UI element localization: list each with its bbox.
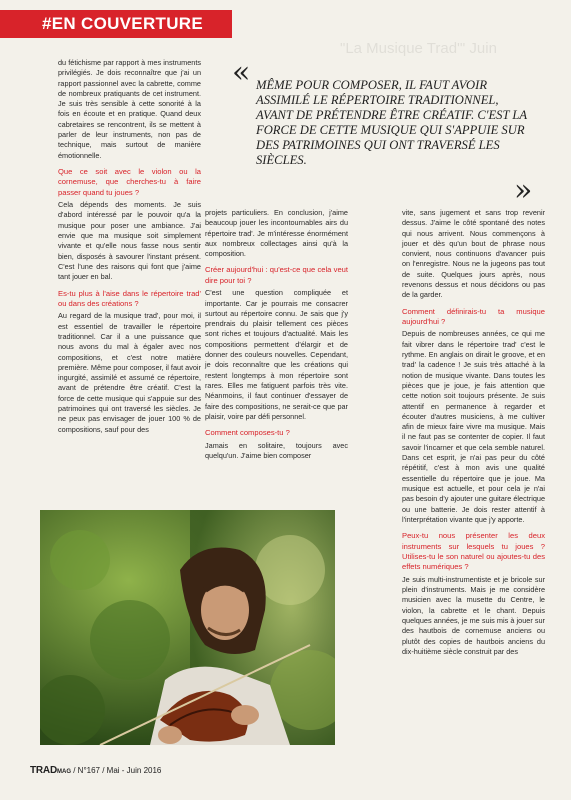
column-3 — [402, 208, 545, 663]
col2-paragraph-1: projets particuliers. En conclusion, j'aime beaucoup jouer les incontournables airs du répertoire trad'. Je m'intéresse énormément aux nombreux collectages ainsi qu'à la composition. — [205, 208, 348, 259]
col1-question-2: Es-tu plus à l'aise dans le répertoire trad' ou dans des créations ? — [58, 288, 201, 308]
issue-number: / N°167 — [73, 766, 100, 775]
footer — [30, 765, 161, 779]
violinist-illustration — [40, 510, 335, 745]
violinist-photo — [40, 510, 335, 745]
col1-paragraph-1: du fétichisme par rapport à mes instruments privilégiés. Je dois reconnaître que j'ai un rapport passionnel avec la cabrette, comme de nombreux pratiquants de cet instrument. Je suis très sensible à cette sonorité à la fois en écoute et en pratique. Quand deux cabretaires se rencontrent, ils se mettent à parler de leur instruments, non pas de technique, mais surtout de manière émotionnelle. — [58, 58, 201, 160]
col3-question-1: Comment définirais-tu ta musique aujourd'hui ? — [402, 306, 545, 327]
magazine-brand-suffix: MAG — [56, 769, 71, 775]
col1-paragraph-2: Cela dépends des moments. Je suis d'abord intéressé par le pouvoir qu'a la musique pour poser une ambiance. J'ai envie que ma musique soit simplement vivante et qu'elle nous fasse nous sentir bien, disposés à savourer l'instant présent. C'est l'une des raisons qui font que j'aime tant jouer en bal. — [58, 200, 201, 282]
magazine-brand: TRAD — [30, 765, 57, 776]
quote-close-icon: » — [514, 173, 533, 208]
column-1 — [58, 58, 201, 441]
quote-open-icon: « — [232, 55, 251, 90]
col2-question-1: Créer aujourd'hui : qu'est-ce que cela veut dire pour toi ? — [205, 265, 348, 285]
col3-paragraph-1: vite, sans jugement et sans trop revenir dessus. J'aime le côté spontané des notes qui nous arrivent. Nous commençons à jouer et dès qu'un bout de phrase nous convient, nous continuons d'avancer puis on l'enregistre. Nous ne la jugeons pas tout de suite. Quelques jours après, nous revenons dessus et nous décidons ou pas de la garder. — [402, 208, 545, 300]
issue-date: / Mai - Juin 2016 — [102, 766, 162, 775]
section-header: #EN COUVERTURE — [0, 10, 232, 38]
col3-question-2: Peux-tu nous présenter les deux instruments sur lesquels tu joues ? Utilises-tu le son naturel ou ajoutes-tu des effets numériques ? — [402, 531, 545, 572]
col1-question-1: Que ce soit avec le violon ou la cornemuse, que cherches-tu à faire passer quand tu joues ? — [58, 166, 201, 197]
col2-question-2: Comment composes-tu ? — [205, 428, 290, 438]
col3-paragraph-2: Depuis de nombreuses années, ce qui me fait vibrer dans le répertoire trad' c'est le rythme. En anglais on dirait le groove, et en trad' la cadence ! Je suis très attaché à la notion de musique vivante. Dans toutes les pièces que je joue, je fais attention que cette notion soit toujours présente. Je suis attentif en permanence à regarder et écouter d'autres musiciens, à me cultiver afin de mieux faire vivre ma musique. Mais il ne faut pas se contenter de copier. Il faut savoir l'incarner et que cela semble naturel. Dans cet esprit, je n'ai pas peur du côté répétitif, c'est à mon avis une qualité essentielle du répertoire que je joue. Ma musique est actuelle, et pour cela je n'ai pas besoin d'y ajouter une guitare électrique ou une batterie. Je dois rester attentif à l'interprétation vivante que j'y apporte. — [402, 329, 545, 524]
col2-paragraph-2: C'est une question compliquée et importante. Car je pourrais me consacrer surtout au répertoire connu. Je sais que j'y prendrais du plaisir tellement ces pièces sont riches et toujours d'actualité. Mais les compositions permettent d'élargir et de donner des couleurs nouvelles. Cependant, je dois reconnaître que les créations qui restent longtemps à mon répertoire sont rares. Elles me fatiguent parfois très vite. Néanmoins, il faut continuer d'essayer de faire des compositions, ne serait-ce que par plaisir, voire par défi personnel. — [205, 288, 348, 421]
col2-paragraph-3: Jamais en solitaire, toujours avec quelqu'un. J'aime bien composer — [205, 440, 348, 460]
pull-quote-text: MÊME POUR COMPOSER, IL FAUT AVOIR ASSIMILÉ LE RÉPERTOIRE TRADITIONNEL, AVANT DE PRÉTENDRE ÊTRE CRÉATIF. C'EST LA FORCE DE CETTE MUSIQUE QUI S'APPUIE SUR DES PATRIMOINES QUI ONT TRAVERSÉ LES SIÈCLES. — [256, 78, 527, 167]
col3-paragraph-3: Je suis multi-instrumentiste et je bricole sur plein d'instruments. Mais je me considère musicien avec la musette du Centre, le violon, la cabrette et le chant. Depuis quelques années, je me suis mis à jouer sur des hautbois de cornemuse anciens ou plutôt des copies de hautbois anciens du dix-huitième siècle construit par des — [402, 574, 545, 656]
column-2 — [205, 208, 348, 467]
col1-paragraph-3: Au regard de la musique trad', pour moi, il est essentiel de travailler le répertoire traditionnel. Car il a une puissance que nous avons du mal à égaler avec nos compositions, et c'est notre matière première. Même pour composer, il faut avoir ingurgité, assimilé et assumé ce répertoire, avant de prétendre être créatif. C'est la force de cette musique qui s'appuie sur des patrimoines qui ont traversé les siècles. Je ne peux pas envisager de jouer 100 % de compositions, sauf pour des — [58, 311, 201, 434]
pull-quote — [232, 55, 557, 208]
background-title: "La Musique Trad'" Juin — [340, 40, 497, 57]
